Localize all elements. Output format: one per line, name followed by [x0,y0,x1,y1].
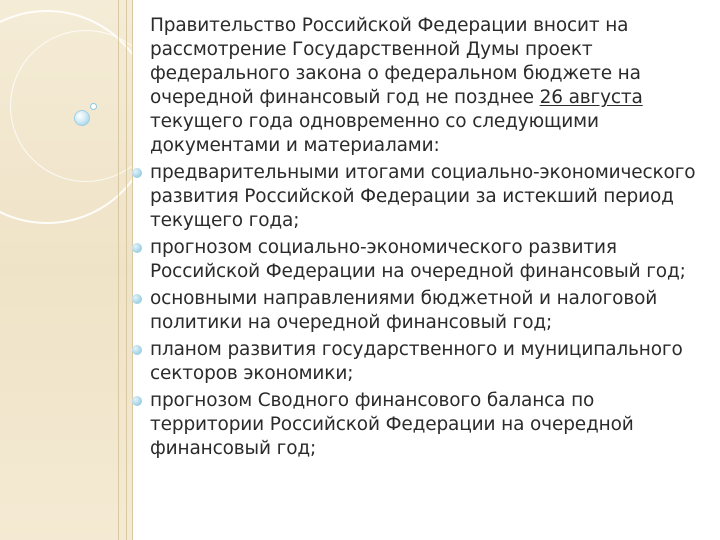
bullet-icon [132,243,142,253]
list-item [150,236,705,284]
intro-text-part1: Правительство Российской Федерации вносит на рассмотрение Государственной Думы проект федерального закона о федеральном бюджете на очередной финансовый год не позднее [150,15,641,108]
intro-date-underlined: 26 августа [539,87,643,108]
decorative-small-circle-icon [90,103,97,110]
list-item-label: прогнозом Сводного финансового баланса по территории Российской Федерации на очередной финансовый год; [150,390,634,459]
bullet-icon [132,294,142,304]
bullet-icon [132,345,142,355]
decorative-vertical-line [118,0,119,540]
bullet-icon [132,168,142,178]
decorative-circle-icon [74,110,90,126]
slide-body [150,14,705,464]
decorative-vertical-line [126,0,127,540]
list-item [150,389,705,461]
list-item-label: прогнозом социально-экономического развития Российской Федерации на очередной финансовый год; [150,237,686,282]
intro-text-part2: текущего года одновременно со следующими документами и материалами: [150,111,599,156]
list-item [150,287,705,335]
decorative-vertical-line [132,0,133,540]
list-item [150,161,705,233]
documents-list [150,161,705,461]
decorative-side-panel [0,0,133,540]
list-item-label: предварительными итогами социально-экономического развития Российской Федерации за истекший период текущего года; [150,162,696,231]
intro-paragraph [150,14,705,158]
bullet-icon [132,396,142,406]
list-item-label: планом развития государственного и муниципального секторов экономики; [150,339,683,384]
list-item-label: основными направлениями бюджетной и налоговой политики на очередной финансовый год; [150,288,658,333]
list-item [150,338,705,386]
